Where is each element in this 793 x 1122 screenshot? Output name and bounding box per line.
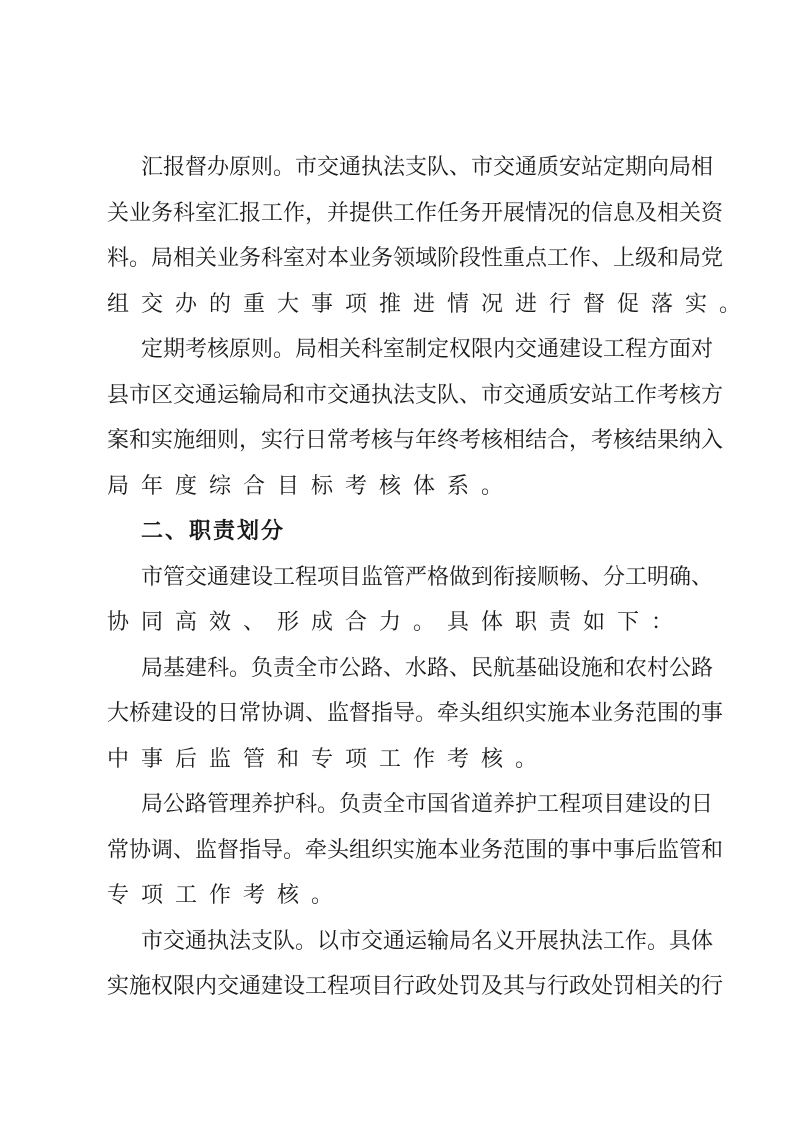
paragraph [107,782,724,919]
text-line: 汇报督办原则。市交通执法支队、市交通质安站定期向局相 [141,155,714,180]
text-line: 常协调、监督指导。牵头组织实施本业务范围的事中事后监管和 [107,837,724,863]
document-page [107,145,754,1010]
text-line: 专项工作考核。 [107,883,346,908]
text-line: 局公路管理养护科。负责全市国省道养护工程项目建设的日 [141,792,714,817]
text-line: 料。局相关业务科室对本业务领域阶段性重点工作、上级和局党 [107,246,724,271]
text-line: 中事后监管和专项工作考核。 [107,746,550,772]
heading-text: 二、职责划分 [141,519,286,544]
paragraph [107,646,724,783]
paragraph [107,919,724,1010]
text-line: 案和实施细则，实行日常考核与年终考核相结合，考核结果纳入 [107,428,724,453]
text-line: 协同高效、形成合力。具体职责如下： [107,610,686,635]
paragraph [107,555,714,646]
text-line: 市交通执法支队。以市交通运输局名义开展执法工作。具体 [141,928,714,954]
text-line: 定期考核原则。局相关科室制定权限内交通建设工程方面对 [141,337,714,362]
text-line: 市管交通建设工程项目监管严格做到衔接顺畅、分工明确、 [141,564,714,590]
text-line: 局年度综合目标考核体系。 [107,473,516,499]
section-heading [107,509,689,555]
text-line: 关业务科室汇报工作，并提供工作任务开展情况的信息及相关资 [107,200,724,226]
paragraph [107,145,754,327]
paragraph [107,327,724,509]
text-line: 局基建科。负责全市公路、水路、民航基础设施和农村公路 [141,655,714,681]
text-line: 组交办的重大事项推进情况进行督促落实。 [107,291,754,317]
text-line: 实施权限内交通建设工程项目行政处罚及其与行政处罚相关的行 [107,974,724,999]
text-line: 县市区交通运输局和市交通执法支队、市交通质安站工作考核方 [107,382,724,408]
text-line: 大桥建设的日常协调、监督指导。牵头组织实施本业务范围的事 [107,701,724,726]
